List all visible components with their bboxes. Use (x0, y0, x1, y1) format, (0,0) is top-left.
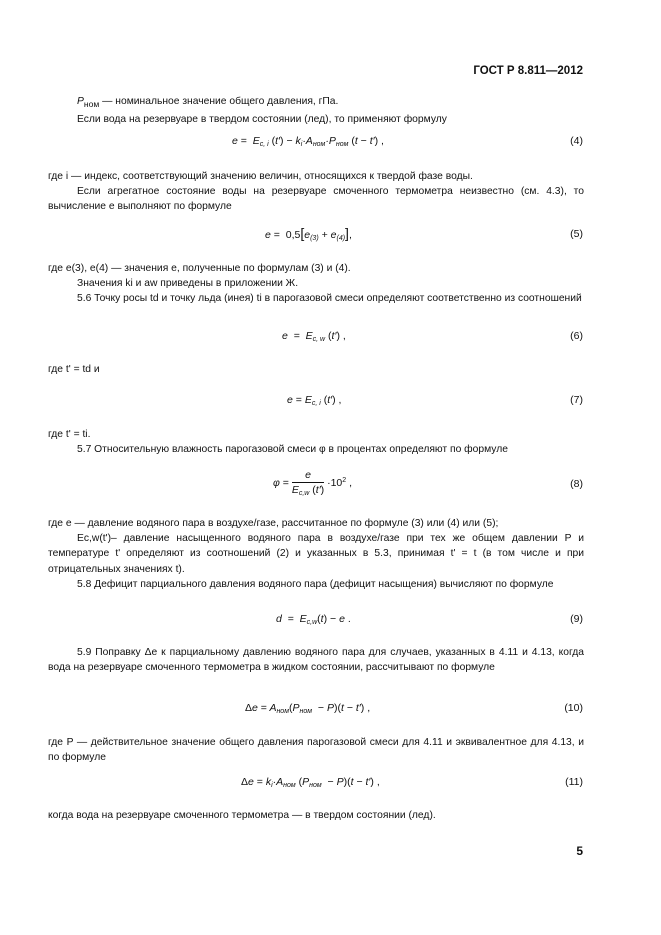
formula-11: $\Delta e = k_i\cdot A_{ном}$ $(P_{ном} - P)(t - t')$ , (241, 776, 380, 789)
equation-number-4: (4) (570, 135, 583, 147)
paragraph-block-3 (48, 261, 584, 307)
equation-number-10: (10) (564, 702, 583, 714)
formula-5: $e = 0,5[e_{(3)} + e_{(4)}]$, (265, 225, 352, 242)
paragraph-ice-state: когда вода на резервуаре смоченного термометра — в твердом состоянии (лед). (48, 810, 436, 821)
paragraph-pnom (48, 94, 584, 127)
formula-4: $e = E_{c, i}$ $(t') - k_i\cdot A_{ном}\cdot P_{ном}$ (t − t′) , (232, 135, 384, 148)
equation-number-6: (6) (570, 330, 583, 342)
paragraph-5-7: 5.7 Относительную влажность парогазовой смеси φ в процентах определяют по формуле (77, 444, 508, 456)
equation-number-9: (9) (570, 613, 583, 625)
equation-number-7: (7) (570, 394, 583, 406)
formula-7: $e = E_{c, i}$ (t′) , (287, 394, 342, 407)
paragraph-5-6: 5.6 Точку росы td и точку льда (инея) ti в парогазовой смеси определяют соответственно из соотношений (77, 293, 582, 305)
paragraph-t-td: где t' = td и (48, 364, 100, 375)
p-nom-subscript: ном (83, 99, 100, 110)
paragraph-e-definition: где e — давление водяного пара в воздухе/газе, рассчитанное по формуле (3) или (4) или (5); (48, 518, 499, 529)
paragraph-e3-e4: где e(3), e(4) — значения e, полученные по формулам (3) и (4). (48, 263, 351, 274)
paragraph-block-4 (48, 427, 584, 457)
formula-6: $e = E_{c, w}$ (t′) , (282, 330, 346, 343)
paragraph-ki-aw: Значения ki и aw приведены в приложении Ж. (77, 278, 299, 290)
paragraph-unknown-state: Если агрегатное состояние воды на резервуаре смоченного термометра неизвестно (см. 4.3), то вычисление e выполняют по формуле (48, 186, 584, 213)
document-header: ГОСТ Р 8.811—2012 (473, 65, 583, 77)
paragraph-t-ti: где t' = ti. (48, 429, 91, 440)
p-nom-symbol: P (77, 96, 84, 107)
paragraph-ice-formula-intro: Если вода на резервуаре в твердом состоянии (лед), то применяют формулу (77, 114, 447, 126)
page-number: 5 (576, 844, 583, 858)
paragraph-block-2 (48, 169, 584, 215)
paragraph-p-definition: где P — действительное значение общего давления парогазовой смеси для 4.11 и эквивалентное для 4.13, и по формуле (48, 737, 584, 764)
paragraph-block-5 (48, 516, 584, 592)
paragraph-5-8: 5.8 Дефицит парциального давления водяного пара (дефицит насыщения) вычисляют по формуле (77, 578, 554, 590)
equation-number-8: (8) (570, 478, 583, 490)
formula-10: $\Delta e = A_{ном}(P_{ном} - P)(t - t')$ , (245, 702, 371, 715)
paragraph-index-i: где i — индекс, соответствующий значению величин, относящихся к твердой фазе воды. (48, 171, 473, 182)
p-nom-description: — номинальное значение общего давления, гПа. (99, 96, 339, 107)
formula-9: $d = E_{c,w}(t) - e$ . (276, 613, 351, 626)
equation-number-11: (11) (565, 776, 583, 788)
paragraph-5-9: 5.9 Поправку Δe к парциальному давлению водяного пара для случаев, указанных в 4.11 и 4.13, когда вода на резервуаре смоченного термометра в жидком состоянии, рассчитывают по формуле (48, 647, 584, 674)
equation-number-5: (5) (570, 228, 583, 240)
formula-8: φ = $\frac{e}{E_{c,w} (t')}$ $\cdot 10^2$ , (273, 469, 353, 497)
paragraph-ecw-definition: Ec,w(t')– давление насыщенного водяного пара в воздухе/газе при тех же общем давлении P и температуре t' определяют из соотношений (2) и указанных в 5.3, принимая t' = t (в том числе и при отрицательных значениях t). (48, 533, 584, 575)
